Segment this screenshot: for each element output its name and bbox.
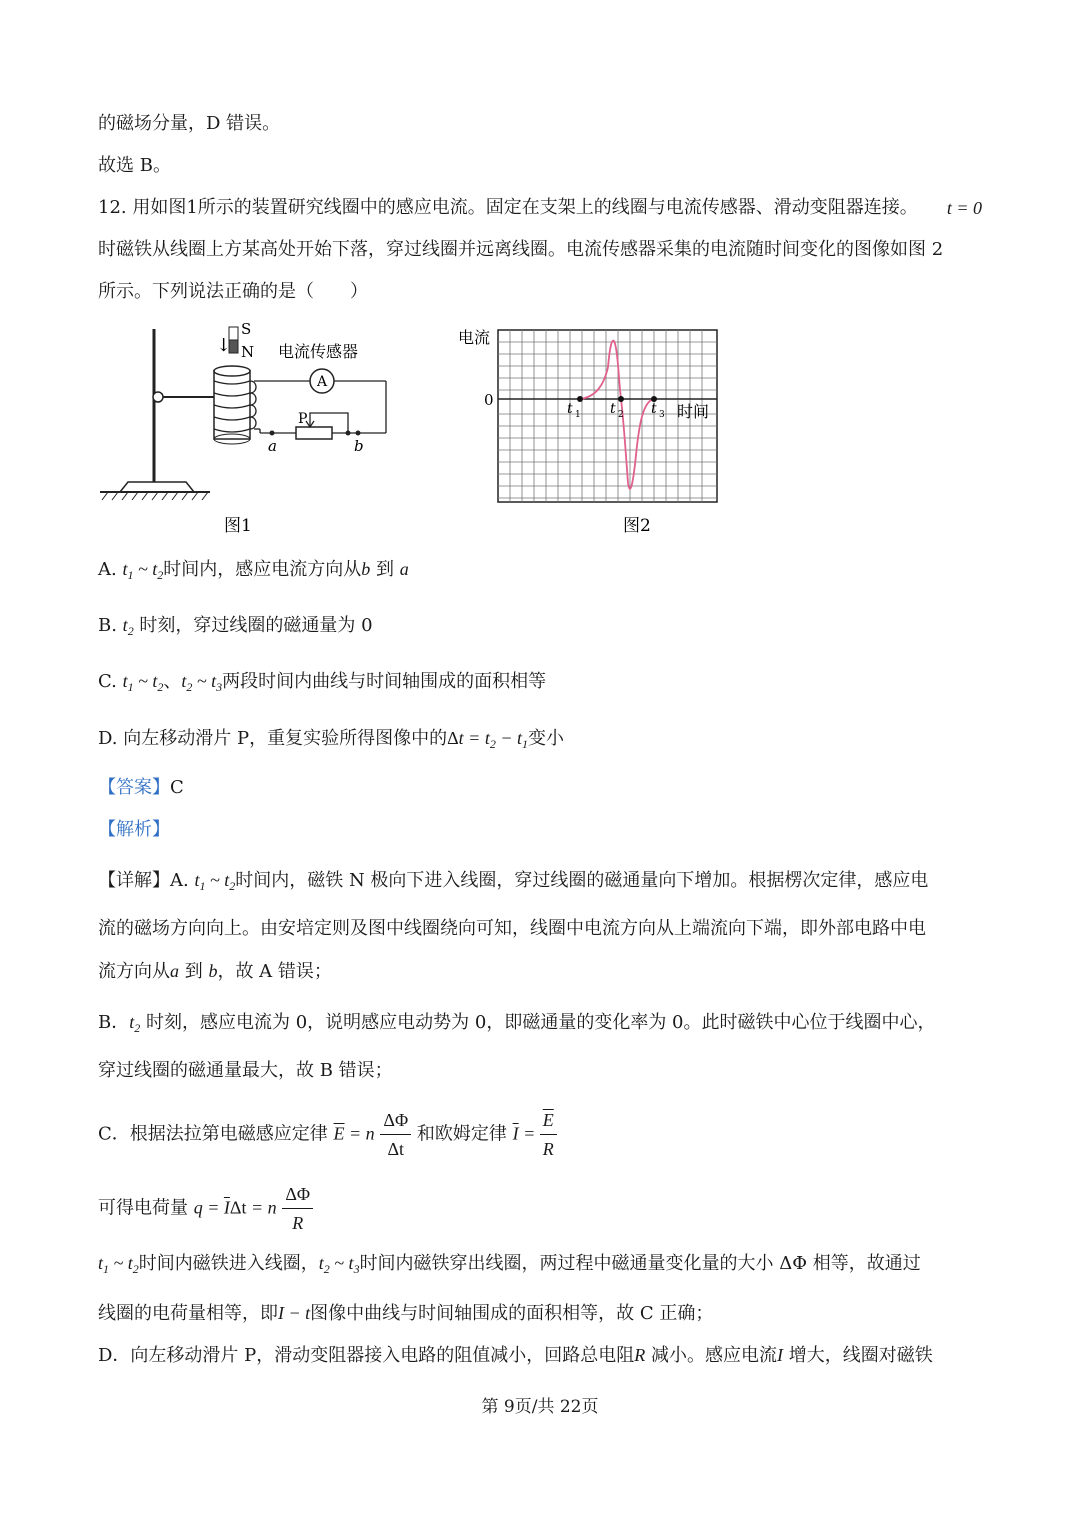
option-a: A. $t_1$ ~ $t_2$时间内，感应电流方向从b 到 a <box>98 559 409 582</box>
terminal-b-label: b <box>354 437 364 455</box>
text-line: 故选 B。 <box>98 155 171 176</box>
option-c: C. $t_1$ ~ $t_2$、$t_2$ ~ $t_3$两段时间内曲线与时间轴围成的面积相等 <box>98 671 547 694</box>
detail-a-line-2: 流的磁场方向向上。由安培定则及图中线圈绕向可知，线圈中电流方向从上端流向下端，即外部电路中电 <box>98 918 926 939</box>
figure-1-apparatus <box>98 315 418 540</box>
page-footer: 第 9页/共 22页 <box>481 1397 599 1417</box>
graph-zero-label: 0 <box>484 391 494 409</box>
fall-arrow-icon: ↓ <box>216 335 232 356</box>
detail-c-line-3: $t_1$ ~ $t_2$时间内磁铁进入线圈，$t_2$ ~ $t_3$时间内磁铁穿出线圈，两过程中磁通量变化量的大小 ΔΦ 相等，故通过 <box>98 1253 921 1276</box>
svg-text:2: 2 <box>618 410 624 420</box>
figure-1-caption: 图1 <box>224 516 252 536</box>
detail-a-line-1: 【详解】A. $t_1$ ~ $t_2$时间内，磁铁 N 极向下进入线圈，穿过线圈的磁通量向下增加。根据楞次定律，感应电 <box>98 870 929 893</box>
figure-2-current-graph <box>450 315 740 540</box>
slider-p-label: P <box>298 411 308 427</box>
answer-line <box>98 776 184 800</box>
text-line: 的磁场分量，D 错误。 <box>98 113 281 134</box>
detail-c-line-4: 线圈的电荷量相等，即I − t图像中曲线与时间轴围成的面积相等，故 C 正确； <box>98 1303 714 1324</box>
question-12-line-3: 所示。下列说法正确的是（ ） <box>98 281 368 302</box>
ammeter-label: A <box>316 374 328 390</box>
svg-text:3: 3 <box>659 410 665 420</box>
figure-2-caption: 图2 <box>623 516 651 536</box>
analysis-tag: 【解析】 <box>98 819 170 840</box>
sensor-label: 电流传感器 <box>278 342 359 361</box>
option-b: B. $t_2$ 时刻，穿过线圈的磁通量为 0 <box>98 615 373 638</box>
graph-t2-label: t <box>610 401 616 417</box>
graph-t1-label: t <box>567 401 573 417</box>
svg-text:1: 1 <box>575 410 581 420</box>
magnet-n-label: N <box>241 343 255 361</box>
graph-x-label: 时间 <box>677 402 710 421</box>
detail-b-line-1: B．$t_2$ 时刻，感应电流为 0，说明感应电动势为 0，即磁通量的变化率为 0。此时磁铁中心位于线圈中心， <box>98 1012 936 1035</box>
graph-t3-label: t <box>651 401 657 417</box>
detail-c-line-1: C．根据法拉第电磁感应定律 $\overline{E} = n$ $\frac{\Delta\Phi}{\Delta t}$ 和欧姆定律 $\overline{I}$ = $\frac{\overline{E}}{R}$ <box>98 1106 557 1163</box>
detail-a-line-3: 流方向从a 到 b，故 A 错误； <box>98 961 332 982</box>
magnet-s-label: S <box>241 320 252 338</box>
option-d: D. 向左移动滑片 P，重复实验所得图像中的$\Delta t = t_2 - t_1$变小 <box>98 728 565 751</box>
question-12-line-2: 时磁铁从线圈上方某高处开始下落，穿过线圈并远离线圈。电流传感器采集的电流随时间变化的图像如图 2 <box>98 239 944 260</box>
current-curve <box>580 341 654 489</box>
detail-d-line-1: D．向左移动滑片 P，滑动变阻器接入电路的阻值减小，回路总电阻R 减小。感应电流I 增大，线圈对磁铁 <box>98 1345 933 1366</box>
answer-value: C <box>170 777 184 798</box>
answer-tag: 【答案】 <box>98 777 170 798</box>
question-12-line-1: 12. 用如图1所示的装置研究线圈中的感应电流。固定在支架上的线圈与电流传感器、滑动变阻器连接。 t = 0 <box>98 197 982 218</box>
detail-c-line-2: 可得电荷量 $q = \overline{I}\Delta t = n$ $\frac{\Delta\Phi}{R}$ <box>98 1180 313 1237</box>
graph-y-label: 电流 <box>458 328 491 347</box>
detail-b-line-2: 穿过线圈的磁通量最大，故 B 错误； <box>98 1060 393 1081</box>
terminal-a-label: a <box>268 437 277 455</box>
